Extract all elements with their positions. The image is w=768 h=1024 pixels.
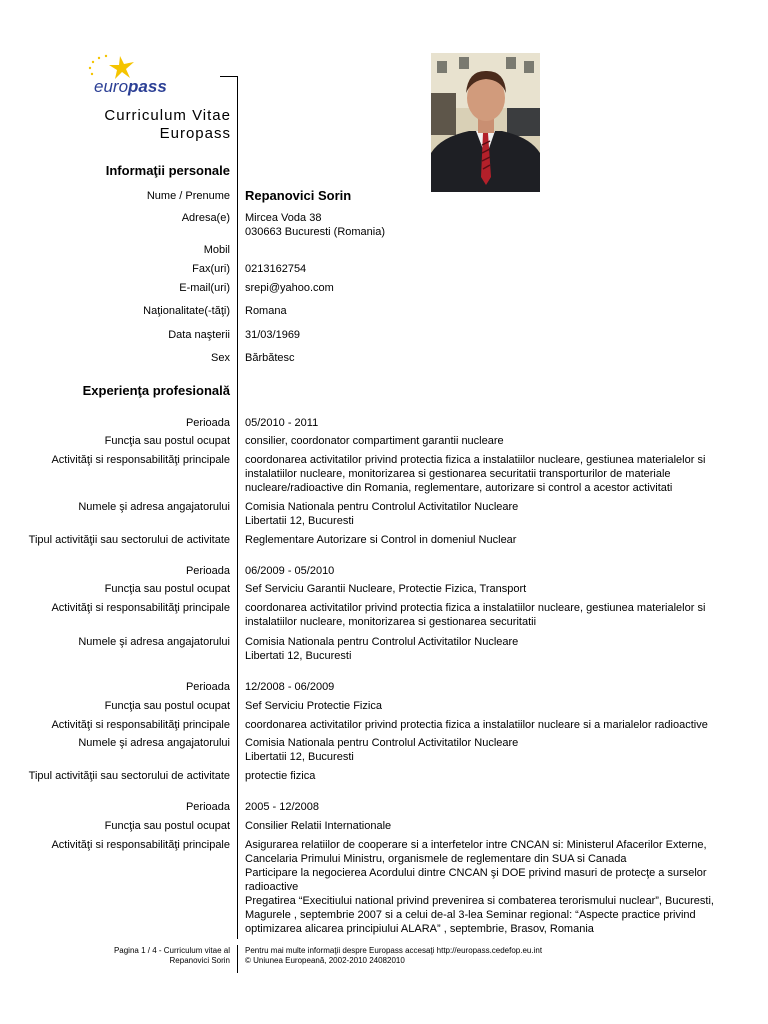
field-value: Reglementare Autorizare si Control in domeniul Nuclear <box>245 534 517 546</box>
field-label: Mobil <box>203 244 230 256</box>
cv-title <box>104 107 231 143</box>
footer-divider <box>237 945 238 973</box>
cv-title-line1: Curriculum Vitae <box>104 107 231 124</box>
field-label: Funcţia sau postul ocupat <box>104 583 230 595</box>
svg-text:europass: europass <box>94 77 167 96</box>
field-label: Activităţi si responsabilităţi principale <box>51 839 230 851</box>
field-value: 2005 - 12/2008 <box>245 801 320 813</box>
field-value: coordonarea activitatilor privind protectia fizica a instalatiilor nucleare si a marialelor radioactive <box>245 719 708 731</box>
field-label: Sex <box>211 352 230 364</box>
field-label: Funcţia sau postul ocupat <box>104 820 230 832</box>
field-label: Funcţia sau postul ocupat <box>104 700 230 712</box>
field-label: Data naşterii <box>168 329 230 341</box>
footer-europass-info: Pentru mai multe informaţii despre Europass accesaţi http://europass.cedefop.eu.int © Uniunea Europeană, 2002-2010 24082010 <box>245 946 543 965</box>
field-label: Activităţi si responsabilităţi principale <box>51 454 230 466</box>
field-label: Funcţia sau postul ocupat <box>104 435 230 447</box>
fax-value: 0213162754 <box>245 263 307 275</box>
field-label: Perioada <box>185 681 230 693</box>
europass-logo <box>82 52 182 102</box>
field-label: Naţionalitate(-tăţi) <box>143 305 230 317</box>
field-value: 05/2010 - 2011 <box>245 417 319 429</box>
field-value: Comisia Nationala pentru Controlul Activitatilor Nucleare Libertatii 12, Bucuresti <box>245 501 519 527</box>
field-label: Perioada <box>185 417 230 429</box>
birthdate-value: 31/03/1969 <box>245 329 301 341</box>
field-value: protectie fizica <box>245 770 316 782</box>
field-label: Nume / Prenume <box>146 190 230 202</box>
europass-star-icon <box>82 52 182 102</box>
address-value: Mircea Voda 38 030663 Bucuresti (Romania) <box>245 212 386 238</box>
sex-value: Bărbătesc <box>245 352 295 364</box>
field-label: Adresa(e) <box>181 212 230 224</box>
field-value: Sef Serviciu Protectie Fizica <box>245 700 382 712</box>
field-value: coordonarea activitatilor privind protectia fizica a instalatiilor nucleare, gestiunea materialelor si instalatiilor nucleare, monitorizarea si gestionarea securitatii <box>245 602 706 628</box>
divider-top-tick <box>220 76 238 77</box>
field-value: consilier, coordonator compartiment garantii nucleare <box>245 435 504 447</box>
field-value: Comisia Nationala pentru Controlul Activitatilor Nucleare Libertatii 12, Bucuresti <box>245 737 519 763</box>
field-label: Numele şi adresa angajatorului <box>78 636 230 648</box>
field-label: Activităţi si responsabilităţi principale <box>51 602 230 614</box>
footer-page-info: Pagina 1 / 4 - Curriculum vitae al Repanovici Sorin <box>113 946 230 965</box>
personal-info-heading: Informaţii personale <box>105 163 230 178</box>
column-divider <box>237 76 238 939</box>
full-name: Repanovici Sorin <box>245 188 352 203</box>
field-label: Activităţi si responsabilităţi principale <box>51 719 230 731</box>
field-label: Tipul activităţii sau sectorului de activitate <box>28 770 230 782</box>
field-label: Tipul activităţii sau sectorului de activitate <box>28 534 230 546</box>
field-label: Numele şi adresa angajatorului <box>78 501 230 513</box>
email-value: srepi@yahoo.com <box>245 282 334 294</box>
field-label: Perioada <box>185 801 230 813</box>
field-label: Fax(uri) <box>192 263 230 275</box>
cv-title-line2: Europass <box>159 125 231 142</box>
field-label: Numele şi adresa angajatorului <box>78 737 230 749</box>
profile-photo <box>431 53 540 192</box>
field-label: E-mail(uri) <box>179 282 230 294</box>
field-value: Comisia Nationala pentru Controlul Activitatilor Nucleare Libertati 12, Bucuresti <box>245 636 519 662</box>
field-value: Consilier Relatii Internationale <box>245 820 392 832</box>
nationality-value: Romana <box>245 305 287 317</box>
field-value: coordonarea activitatilor privind protectia fizica a instalatiilor nucleare, gestiunea materialelor si instalatiilor nucleare, monitorizarea si gestionarea securitatii transporturilor de materiale nucleare/radioactive din Romania, reglementare, autorizare si control a acestor activitati <box>245 454 706 494</box>
field-value: 06/2009 - 05/2010 <box>245 565 335 577</box>
field-value: Sef Serviciu Garantii Nucleare, Protectie Fizica, Transport <box>245 583 527 595</box>
field-label: Perioada <box>185 565 230 577</box>
experience-heading: Experienţa profesională <box>82 383 230 398</box>
field-value: 12/2008 - 06/2009 <box>245 681 335 693</box>
field-value: Asigurarea relatiilor de cooperare si a interfetelor intre CNCAN si: Ministerul Afacerilor Externe, Cancelaria Primului Ministru, organismele de reglementare din SUA si Canada Participare la negocierea Acordului dintre CNCAN şi DOE privind masuri de protecţe a surselor radioactive Pregatirea “Execitiului national privind prevenirea si combaterea terorismului nuclear”, Bucuresti, Magurele , septembrie 2007 si a celui de-al 3-lea Seminar regional: “Aspecte practice privind optimizarea alicarea principiului ALARA” , septembrie, Brasov, Romania <box>245 839 714 935</box>
